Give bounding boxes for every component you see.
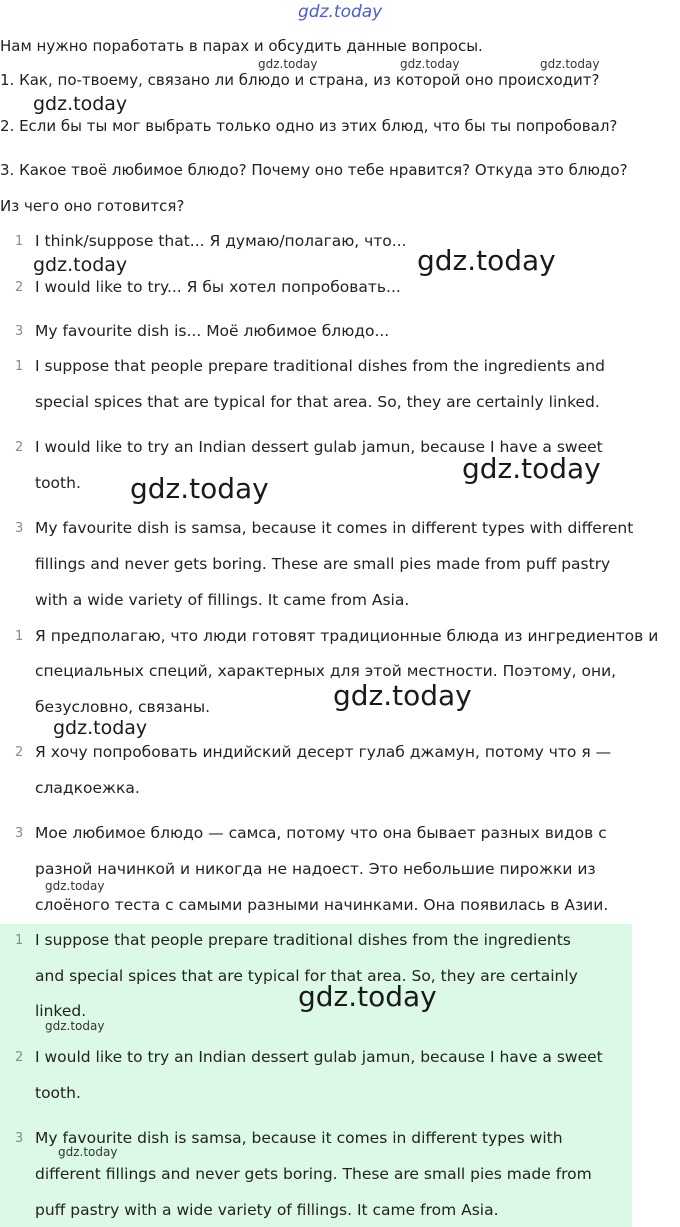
answer-line: сладкоежка. (35, 779, 140, 797)
answer-line: разной начинкой и никогда не надоест. Это небольшие пирожки из (35, 860, 596, 878)
answer-number: 3 (15, 826, 24, 841)
watermark: gdz.today (540, 57, 600, 71)
answer-line: tooth. (35, 1084, 81, 1102)
answer-line: I suppose that people prepare traditional dishes from the ingredients and (35, 357, 605, 375)
watermark: gdz.today (45, 1019, 105, 1033)
answer-line: безусловно, связаны. (35, 698, 211, 716)
phrase-number: 3 (15, 324, 24, 339)
answer-line: Я предполагаю, что люди готовят традиционные блюда из ингредиентов и (35, 627, 659, 645)
watermark: gdz.today (258, 57, 318, 71)
answer-number: 3 (15, 521, 24, 536)
phrase-line: I would like to try... Я бы хотел попробовать... (35, 278, 401, 296)
answer-line: I suppose that people prepare traditional dishes from the ingredients (35, 931, 571, 949)
answer-line: linked. (35, 1002, 87, 1020)
phrase-number: 1 (15, 234, 24, 249)
watermark: gdz.today (33, 93, 128, 115)
watermark: gdz.today (298, 980, 437, 1013)
watermark: gdz.today (298, 2, 383, 22)
answer-line: tooth. (35, 474, 81, 492)
question-3-line-1: 3. Какое твоё любимое блюдо? Почему оно тебе нравится? Откуда это блюдо? (0, 161, 628, 179)
watermark: gdz.today (130, 472, 269, 505)
answer-line: I would like to try an Indian dessert gulab jamun, because I have a sweet (35, 438, 603, 456)
answer-line: Я хочу попробовать индийский десерт гулаб джамун, потому что я — (35, 743, 612, 761)
watermark: gdz.today (400, 57, 460, 71)
answer-number: 1 (15, 933, 24, 948)
answer-line: puff pastry with a wide variety of fillings. It came from Asia. (35, 1201, 499, 1219)
watermark: gdz.today (417, 244, 556, 277)
answer-line: Мое любимое блюдо — самса, потому что она бывает разных видов с (35, 824, 607, 842)
answer-line: and special spices that are typical for that area. So, they are certainly (35, 967, 578, 985)
answer-line: with a wide variety of fillings. It came from Asia. (35, 591, 410, 609)
phrase-number: 2 (15, 280, 24, 295)
phrase-line: I think/suppose that... Я думаю/полагаю, что... (35, 232, 407, 250)
watermark: gdz.today (462, 452, 601, 485)
phrase-line: My favourite dish is... Моё любимое блюдо... (35, 322, 390, 340)
answer-line: слоёного теста с самыми разными начинками. Она появилась в Азии. (35, 896, 609, 914)
answer-line: специальных специй, характерных для этой местности. Поэтому, они, (35, 662, 617, 680)
answer-number: 3 (15, 1131, 24, 1146)
watermark: gdz.today (53, 717, 148, 739)
answer-line: fillings and never gets boring. These are small pies made from puff pastry (35, 555, 611, 573)
watermark: gdz.today (333, 679, 472, 712)
answer-line: different fillings and never gets boring. These are small pies made from (35, 1165, 592, 1183)
answer-number: 2 (15, 1050, 24, 1065)
question-2: 2. Если бы ты мог выбрать только одно из этих блюд, что бы ты попробовал? (0, 117, 618, 135)
answer-number: 1 (15, 629, 24, 644)
answer-number: 2 (15, 440, 24, 455)
answer-number: 2 (15, 745, 24, 760)
answer-line: special spices that are typical for that area. So, they are certainly linked. (35, 393, 600, 411)
answer-line: I would like to try an Indian dessert gulab jamun, because I have a sweet (35, 1048, 603, 1066)
question-3-line-2: Из чего оно готовится? (0, 197, 185, 215)
answer-line: My favourite dish is samsa, because it comes in different types with different (35, 519, 634, 537)
watermark: gdz.today (58, 1145, 118, 1159)
answer-line: My favourite dish is samsa, because it comes in different types with (35, 1129, 563, 1147)
answer-number: 1 (15, 359, 24, 374)
task-intro: Нам нужно поработать в парах и обсудить данные вопросы. (0, 37, 483, 55)
question-1: 1. Как, по-твоему, связано ли блюдо и страна, из которой оно происходит? (0, 71, 600, 89)
watermark: gdz.today (33, 254, 128, 276)
watermark: gdz.today (45, 879, 105, 893)
